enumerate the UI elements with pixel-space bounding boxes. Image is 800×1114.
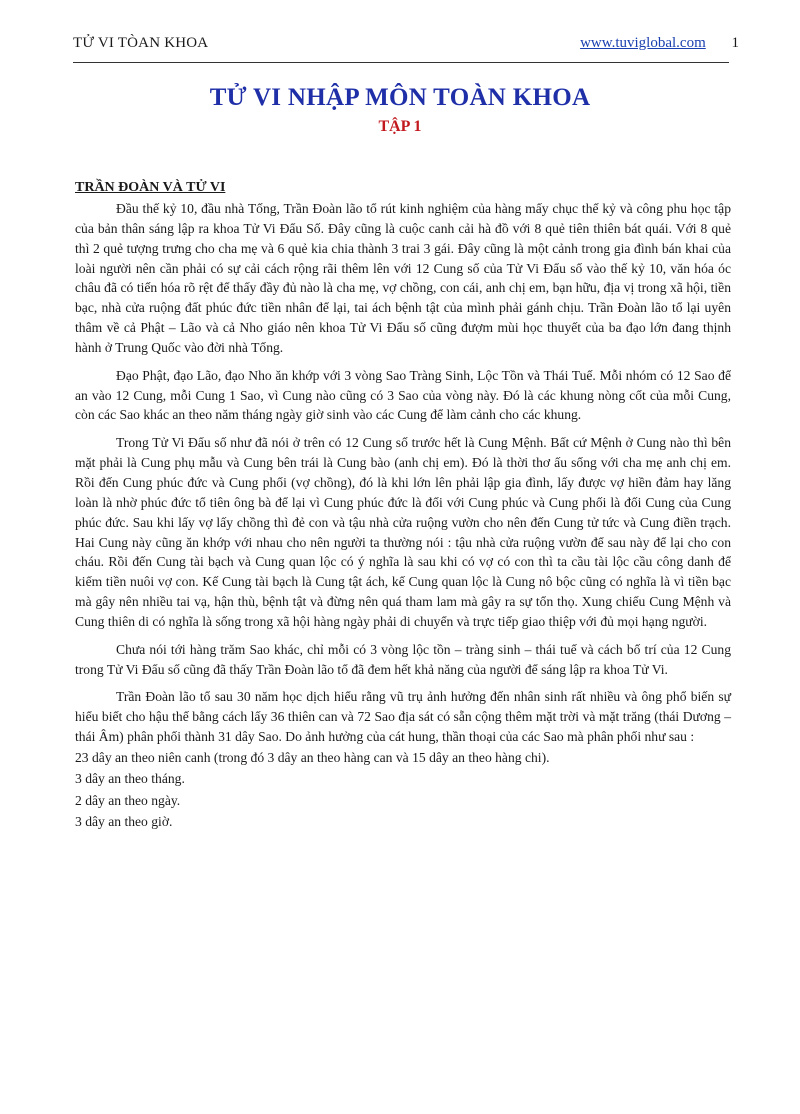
header-website-link[interactable]: www.tuviglobal.com [580, 35, 706, 51]
paragraph: Trần Đoàn lão tổ sau 30 năm học dịch hiểu rằng vũ trụ ảnh hưởng đến nhân sinh rất nhiều và ông phổ biến sự hiểu biết cho hậu thế bằng cách lấy 36 thiên can và 72 Sao địa sát có sẵn cộng thêm mặt trời và mặt trăng (thái Dương – thái Âm) phân phối thành 31 dây Sao. Do ảnh hưởng của cát hung, thần thoại của các Sao mà phân phối như sau : [75, 689, 731, 745]
volume-label: TẬP 1 [378, 118, 422, 135]
page-number: 1 [731, 35, 739, 51]
list-item: 23 dây an theo niên canh (trong đó 3 dây an theo hàng can và 15 dây an theo hàng chi). [75, 749, 550, 765]
list-item: 3 dây an theo tháng. [75, 771, 185, 787]
paragraph: Đạo Phật, đạo Lão, đạo Nho ăn khớp với 3 vòng Sao Tràng Sinh, Lộc Tồn và Thái Tuế. Mỗi nhóm có 12 Sao để an vào 12 Cung, mỗi Cung 1 Sao, vì Cung nào cũng có 3 Sao của vòng này. Đó là các khung nòng cốt của mỗi Cung, còn các Sao khác an theo năm tháng ngày giờ sinh vào các Cung để làm cảnh cho các khung. [75, 367, 731, 423]
header-right [580, 35, 739, 52]
list-item: 2 dây an theo ngày. [75, 792, 181, 808]
section-title: TRẦN ĐOÀN VÀ TỬ VI [75, 180, 226, 195]
document-title: TỬ VI NHẬP MÔN TOÀN KHOA [209, 84, 591, 111]
header-divider [73, 62, 729, 63]
paragraph: Đầu thế kỷ 10, đầu nhà Tống, Trần Đoàn lão tổ rút kinh nghiệm của hàng mấy chục thế kỷ và công phu học tập của bản thân sáng lập ra khoa Tử Vi Đẩu Số. Đây cũng là cuộc canh cải hà đồ với 8 quẻ tiên thiên bát quái. Với 8 quẻ thì 2 quẻ tượng trưng cho cha mẹ và 6 quẻ kia chia thành 3 trai 3 gái. Đây cũng là một cảnh trong gia đình bán khai của loài người nên cần phải có sự cải cách rộng rãi thêm lên với 12 Cung số của Tử Vi Đẩu số vào thế kỷ 10, văn hóa óc châu đã có tiến hóa rõ rệt để thấy đầy đủ nào là cha mẹ, vợ chồng, con cái, anh chị em, bạn hữu, địa vị trong xã hội, tiền bạc, nhà cửa ruộng đất phúc đức tiền nhân để lại, tai ách bệnh tật của mình phải gánh chịu. Trần Đoàn lão tổ lại uyên thâm về cả Phật – Lão và cả Nho giáo nên khoa Tử Vi Đẩu số cũng đượm mùi học thuyết của ba đạo lớn đang thịnh hành ở Trung Quốc vào đời nhà Tống. [75, 201, 731, 355]
paragraph: Chưa nói tới hàng trăm Sao khác, chỉ mỗi có 3 vòng lộc tồn – tràng sinh – thái tuế và cách bố trí của 12 Cung trong Tử Vi Đẩu số cũng đã thấy Trần Đoàn lão tổ đã đem hết khả năng của người để sáng lập ra khoa Tử Vi. [75, 641, 731, 677]
paragraph: Trong Tử Vi Đẩu số như đã nói ở trên có 12 Cung số trước hết là Cung Mệnh. Bất cứ Mệnh ở Cung nào thì bên mặt phải là Cung phụ mẫu và Cung bên trái là Cung bào (anh chị em). Đó là thời thơ ấu sống với cha mẹ anh chị em. Rồi đến Cung phúc đức và Cung phối (vợ chồng), đó là khi lớn lên phải lập gia đình, lấy được vợ hiền đảm hay lăng loàn là nhờ phúc đức tổ tiên ông bà để lại vì Cung phúc đức là đối với Cung phúc và Cung phối là đối Cung của Cung phúc đức. Sau khi lấy vợ lấy chồng thì đẻ con và tậu nhà cửa ruộng vườn cho nên đến Cung tử tức và Cung điền trạch. Hai Cung này cũng ăn khớp với nhau cho nên người ta thường nói : tậu nhà cửa ruộng vườn để sau này để lại cho con cháu. Rồi đến Cung tài bạch và Cung quan lộc có ý nghĩa là sau khi có vợ có con thì ta cầu tài lộc cầu công danh để kiếm tiền nuôi vợ con. Kế Cung tài bạch là Cung tật ách, kế Cung quan lộc là Cung nô bộc cũng có nghĩa là vì tiền bạc mà gây nên nhiều tai vạ, hận thù, bệnh tật và đừng nên quá tham lam mà gây ra sự tổn thọ. Xung chiếu Cung Mệnh và Cung thiên di có nghĩa là sống trong xã hội hàng ngày phải di chuyển và trực tiếp giao thiệp với đủ mọi hạng người. [75, 435, 731, 629]
main-content [75, 178, 731, 833]
header-book-title: TỬ VI TÒAN KHOA [73, 35, 209, 51]
page-header [73, 33, 739, 55]
list-item: 3 dây an theo giờ. [75, 814, 173, 830]
